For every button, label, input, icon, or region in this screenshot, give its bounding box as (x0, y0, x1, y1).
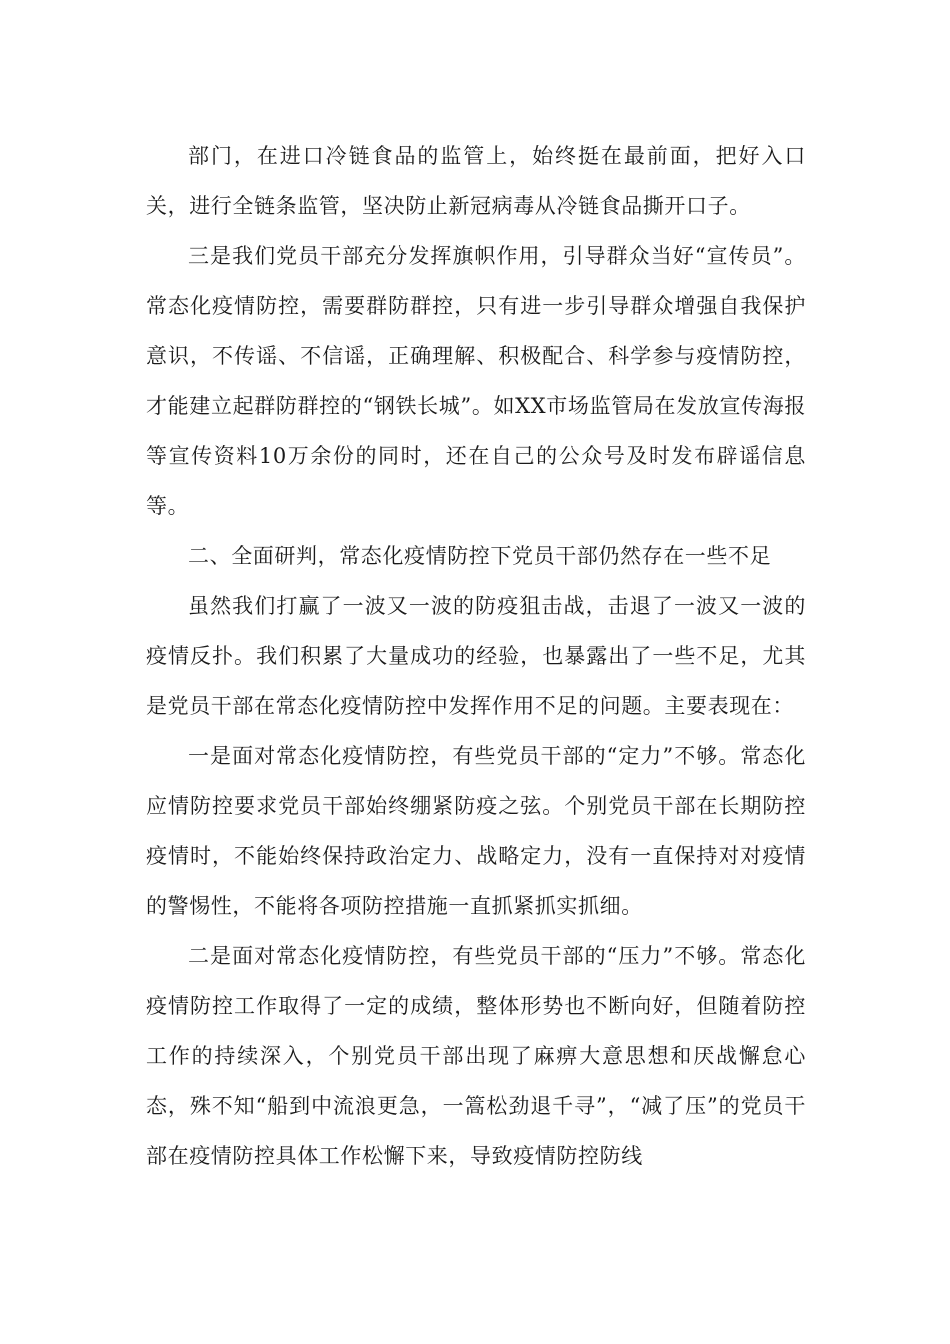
paragraph-point-three: 三是我们党员干部充分发挥旗帜作用，引导群众当好“宣传员”。常态化疫情防控，需要群防群控，只有进一步引导群众增强自我保护意识，不传谣、不信谣，正确理解、积极配合、科学参与疫情防控，才能建立起群防群控的“钢铁长城”。如XX市场监管局在发放宣传海报等宣传资料10万余份的同时，还在自己的公众号及时发布辟谣信息等。 (146, 244, 806, 518)
section-heading-two: 二、全面研判，常态化疫情防控下党员干部仍然存在一些不足 (188, 544, 772, 568)
paragraph-intro-shortcomings: 虽然我们打赢了一波又一波的防疫狙击战，击退了一波又一波的疫情反扑。我们积累了大量成功的经验，也暴露出了一些不足，尤其是党员干部在常态化疫情防控中发挥作用不足的问题。主要表现在： (146, 594, 806, 718)
paragraph-continuation: 部门，在进口冷链食品的监管上，始终挺在最前面，把好入口关，进行全链条监管，坚决防止新冠病毒从冷链食品撕开口子。 (146, 144, 806, 218)
paragraph-point-one: 一是面对常态化疫情防控，有些党员干部的“定力”不够。常态化应情防控要求党员干部始终绷紧防疫之弦。个别党员干部在长期防控疫情时，不能始终保持政治定力、战略定力，没有一直保持对对疫情的警惕性，不能将各项防控措施一直抓紧抓实抓细。 (146, 744, 806, 918)
paragraph-point-two: 二是面对常态化疫情防控，有些党员干部的“压力”不够。常态化疫情防控工作取得了一定的成绩，整体形势也不断向好，但随着防控工作的持续深入，个别党员干部出现了麻痹大意思想和厌战懈怠心态，殊不知“船到中流浪更急，一篙松劲退千寻”，“减了压”的党员干部在疫情防控具体工作松懈下来，导致疫情防控防线 (146, 944, 806, 1168)
document-body (146, 131, 806, 1181)
